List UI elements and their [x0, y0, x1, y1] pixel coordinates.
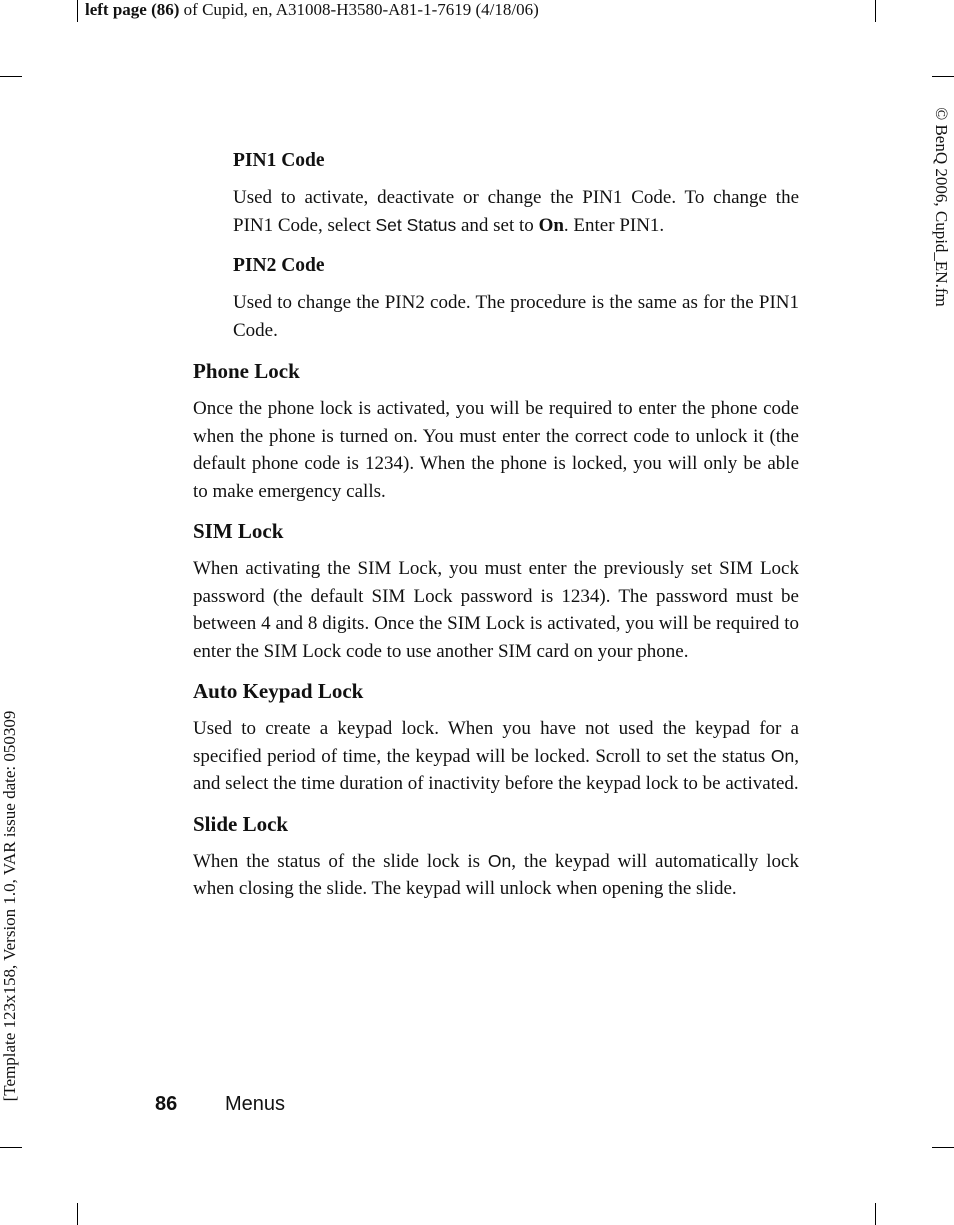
keyword-on: On: [487, 850, 512, 871]
crop-mark: [77, 0, 78, 22]
section-title: Slide Lock: [193, 811, 289, 836]
keyword-set-status: Set Status: [375, 214, 457, 235]
section-title: Phone Lock: [193, 359, 300, 383]
text-run: and set to: [456, 214, 539, 236]
text-run: Used to create a keypad lock. When you have not used the keypad for a specified period of time, the keypad will be locked. Scroll to set the status: [193, 718, 799, 767]
section-pin2: [193, 253, 799, 344]
section-text: Once the phone lock is activated, you will be required to enter the phone code when the phone is turned on. You must enter the correct code to unlock it (the default phone code is 1234). When the phone is locked, you will only be able to make emergency calls.: [193, 398, 799, 502]
section-title: PIN1 Code: [233, 150, 325, 171]
side-copyright-text: © BenQ 2006, Cupid_EN.fm: [932, 107, 951, 307]
side-copyright: [928, 0, 954, 1225]
crop-mark: [875, 1203, 876, 1225]
text-run: , the keypad will automatically lock when closing the slide. The keypad will unlock when opening the slide.: [193, 850, 799, 899]
section-text: [233, 184, 799, 239]
keyword-on: On: [770, 745, 795, 766]
section-text: [193, 848, 799, 903]
text-run: When the status of the slide lock is: [193, 850, 488, 872]
text-run: . Enter PIN1.: [563, 214, 665, 236]
crop-mark: [875, 0, 876, 22]
side-template-text: [Template 123x158, Version 1.0, VAR issue date: 050309: [0, 710, 19, 1102]
section-text: Used to change the PIN2 code. The procedure is the same as for the PIN1 Code.: [233, 292, 799, 341]
section-auto-keypad-lock: [193, 677, 799, 798]
section-title: Auto Keypad Lock: [193, 679, 364, 703]
header-page: (86): [151, 0, 180, 19]
header-label: left page: [85, 0, 147, 19]
page-content: [193, 148, 799, 903]
section-pin1: [193, 148, 799, 239]
section-title: SIM Lock: [193, 519, 284, 543]
section-slide-lock: [193, 810, 799, 903]
crop-mark: [77, 1203, 78, 1225]
keyword-on: On: [538, 214, 564, 236]
footer-section-name: Menus: [225, 1093, 286, 1115]
header-rest: of Cupid, en, A31008-H3580-A81-1-7619 (4/18/06): [179, 0, 539, 19]
page-number: 86: [155, 1093, 178, 1115]
section-title: PIN2 Code: [233, 255, 325, 276]
section-phone-lock: [193, 357, 799, 505]
side-template-info: [0, 0, 20, 1225]
text-run: , and select the time duration of inactivity before the keypad lock to be activated.: [193, 745, 799, 794]
section-text: [193, 715, 799, 798]
page-header-slug: [85, 0, 539, 20]
section-text: When activating the SIM Lock, you must enter the previously set SIM Lock password (the default SIM Lock password is 1234). The password must be between 4 and 8 digits. Once the SIM Lock is activated, you will be required to enter the SIM Lock code to use another SIM card on your phone.: [193, 558, 799, 662]
section-sim-lock: [193, 517, 799, 665]
text-run: Used to activate, deactivate or change the PIN1 Code. To change the PIN1 Code, select: [233, 187, 799, 236]
